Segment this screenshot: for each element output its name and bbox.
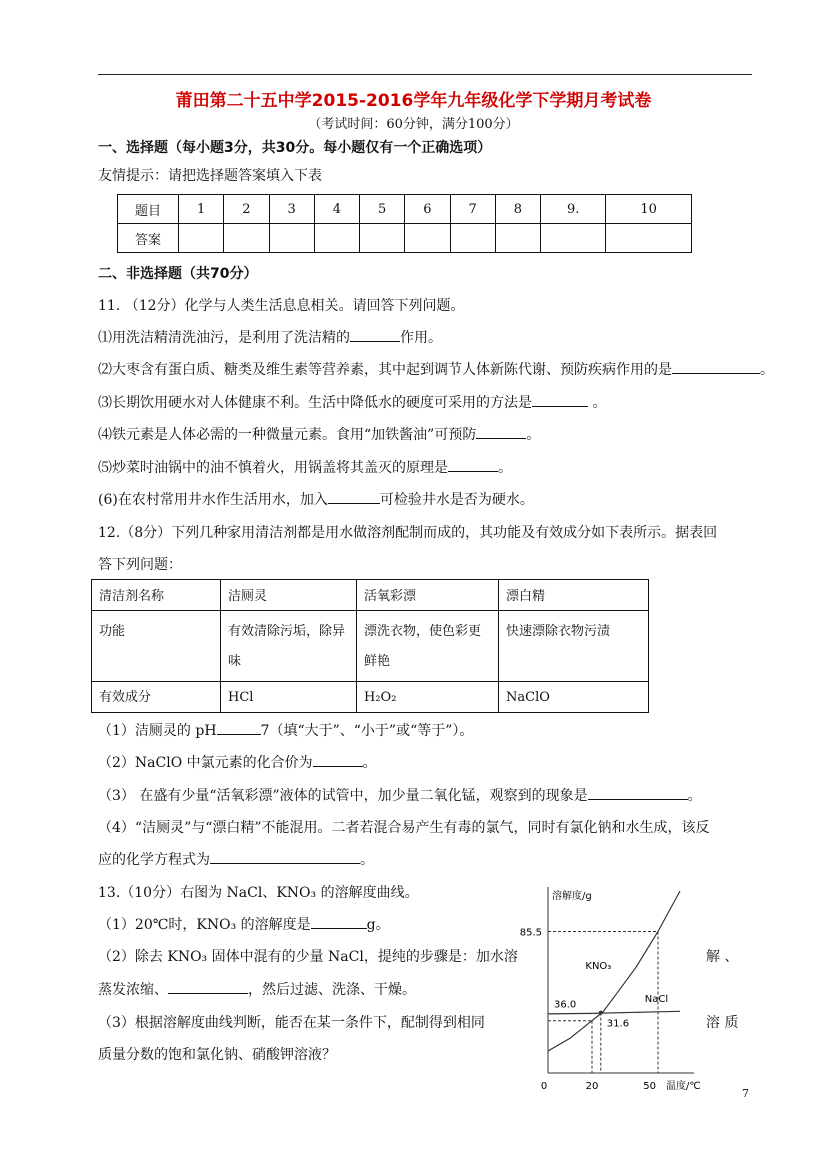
- q13-item: （2）除去 KNO₃ 固体中混有的少量 NaCl，提纯的步骤是：加水溶: [98, 949, 518, 965]
- q12-item: （4）“洁厕灵”与“漂白精”不能混用。二者若混合易产生有毒的氯气，同时有氯化钠和水生成，该反: [98, 820, 710, 836]
- answer-cell[interactable]: [314, 224, 359, 253]
- table-row: [118, 195, 692, 224]
- answer-cell[interactable]: [269, 224, 314, 253]
- table-header: 清洁剂名称: [92, 580, 221, 611]
- x-tick-label: 20: [585, 1081, 599, 1092]
- question-number: 2: [224, 195, 269, 224]
- table-cell: 有效成分: [92, 682, 221, 713]
- exam-info: （考试时间：60分钟，满分100分）: [308, 117, 519, 132]
- question-number: 6: [405, 195, 450, 224]
- answer-table: [117, 194, 692, 253]
- q13-item-tail: 解 、: [706, 949, 739, 965]
- q12-stem: 12.（8分）下列几种家用清洁剂都是用水做溶剂配制而成的，其功能及有效成分如下表所示。据表回: [98, 525, 718, 541]
- y-tick-label: 85.5: [519, 927, 542, 939]
- header-rule: [98, 74, 752, 75]
- table-cell: 漂洗衣物，使色彩更鲜艳: [357, 611, 499, 682]
- page-title: 莆田第二十五中学2015-2016学年九年级化学下学期月考试卷: [175, 91, 652, 111]
- answer-cell[interactable]: [360, 224, 405, 253]
- q11-item: ⑵大枣含有蛋白质、糖类及维生素等营养素，其中起到调节人体新陈代谢、预防疾病作用的是 。: [98, 359, 774, 379]
- q12-item: （3） 在盛有少量“活氧彩漂”液体的试管中，加少量二氧化锰，观察到的现象是 。: [98, 785, 702, 805]
- y-axis-label: 溶解度/g: [552, 891, 592, 902]
- q12-item: （1）洁厕灵的 pH 7（填“大于”、“小于”或“等于”）。: [98, 720, 473, 740]
- series-line-2: [548, 1011, 680, 1014]
- annotation-label: 31.6: [606, 1018, 630, 1030]
- cleaner-table: [91, 579, 649, 713]
- answer-cell[interactable]: [179, 224, 224, 253]
- solubility-chart: [519, 885, 701, 1095]
- answer-blank[interactable]: [476, 424, 526, 439]
- q11-stem: 11. （12分）化学与人类生活息息相关。请回答下列问题。: [98, 298, 465, 314]
- q11-item: ⑸炒菜时油锅中的油不慎着火，用锅盖将其盖灭的原理是 。: [98, 457, 512, 477]
- table-row: [118, 224, 692, 253]
- answer-blank[interactable]: [350, 327, 400, 342]
- answer-cell[interactable]: [541, 224, 606, 253]
- q11-item: ⑶长期饮用硬水对人体健康不利。生活中降低水的硬度可采用的方法是 。: [98, 392, 606, 412]
- q13-item: 蒸发浓缩、 ，然后过滤、洗涤、干燥。: [98, 979, 416, 999]
- table-cell: 有效清除污垢，除异味: [221, 611, 357, 682]
- answer-cell[interactable]: [606, 224, 692, 253]
- q11-item: ⑷铁元素是人体必需的一种微量元素。食用“加铁酱油”可预防 。: [98, 424, 540, 444]
- row-label: 题目: [118, 195, 179, 224]
- q13-stem: 13.（10分）右图为 NaCl、KNO₃ 的溶解度曲线。: [98, 885, 419, 901]
- answer-blank[interactable]: [672, 359, 760, 374]
- series-label: KNO₃: [585, 960, 612, 972]
- answer-blank[interactable]: [313, 752, 363, 767]
- q13-item: （3）根据溶解度曲线判断，能否在某一条件下，配制得到相同: [98, 1015, 485, 1031]
- x-tick-label: 50: [643, 1081, 656, 1092]
- q13-item: 质量分数的饱和氯化钠、硝酸钾溶液？: [98, 1047, 336, 1063]
- table-row: [92, 682, 649, 713]
- answer-blank[interactable]: [210, 849, 360, 864]
- table-row: [92, 611, 649, 682]
- answer-blank[interactable]: [532, 392, 588, 407]
- answer-blank[interactable]: [217, 720, 261, 735]
- section2-heading: 二、非选择题（共70分）: [98, 266, 258, 282]
- answer-cell[interactable]: [405, 224, 450, 253]
- question-number: 9.: [541, 195, 606, 224]
- q13-item-tail: 溶 质: [706, 1015, 739, 1031]
- table-row: [92, 580, 649, 611]
- answer-blank[interactable]: [168, 979, 248, 994]
- question-number: 4: [314, 195, 359, 224]
- section1-tip: 友情提示：请把选择题答案填入下表: [98, 168, 322, 184]
- q11-item: (6)在农村常用井水作生活用水，加入 可检验井水是否为硬水。: [98, 489, 534, 509]
- table-header: 活氧彩漂: [357, 580, 499, 611]
- intersection-point: [599, 1011, 603, 1015]
- answer-cell[interactable]: [450, 224, 495, 253]
- table-cell: H₂O₂: [357, 682, 499, 713]
- answer-cell[interactable]: [495, 224, 540, 253]
- question-number: 3: [269, 195, 314, 224]
- table-header: 漂白精: [499, 580, 649, 611]
- q12-item: 应的化学方程式为 。: [98, 849, 374, 869]
- question-number: 8: [495, 195, 540, 224]
- q12-item: （2）NaClO 中氯元素的化合价为 。: [98, 752, 377, 772]
- series-label: NaCl: [644, 993, 669, 1005]
- answer-blank[interactable]: [311, 914, 367, 929]
- answer-blank[interactable]: [448, 457, 498, 472]
- table-cell: HCl: [221, 682, 357, 713]
- question-number: 5: [360, 195, 405, 224]
- section1-heading: 一、选择题（每小题3分，共30分。每小题仅有一个正确选项）: [98, 140, 492, 156]
- q13-item: （1）20℃时，KNO₃ 的溶解度是 g。: [98, 914, 390, 934]
- question-number: 1: [179, 195, 224, 224]
- table-header: 洁厕灵: [221, 580, 357, 611]
- answer-cell[interactable]: [224, 224, 269, 253]
- table-cell: NaClO: [499, 682, 649, 713]
- row-label: 答案: [118, 224, 179, 253]
- answer-blank[interactable]: [328, 489, 380, 504]
- table-cell: 功能: [92, 611, 221, 682]
- x-axis-label: 温度/℃: [666, 1081, 701, 1092]
- question-number: 10: [606, 195, 692, 224]
- annotation-label: 36.0: [554, 999, 577, 1011]
- answer-blank[interactable]: [588, 785, 688, 800]
- question-number: 7: [450, 195, 495, 224]
- q12-stem-cont: 答下列问题：: [98, 557, 182, 573]
- table-cell: 快速漂除衣物污渍: [499, 611, 649, 682]
- x-tick-label: 0: [540, 1081, 548, 1092]
- q11-item: ⑴用洗洁精清洗油污，是利用了洗洁精的 作用。: [98, 327, 442, 347]
- page-number: 7: [742, 1087, 749, 1100]
